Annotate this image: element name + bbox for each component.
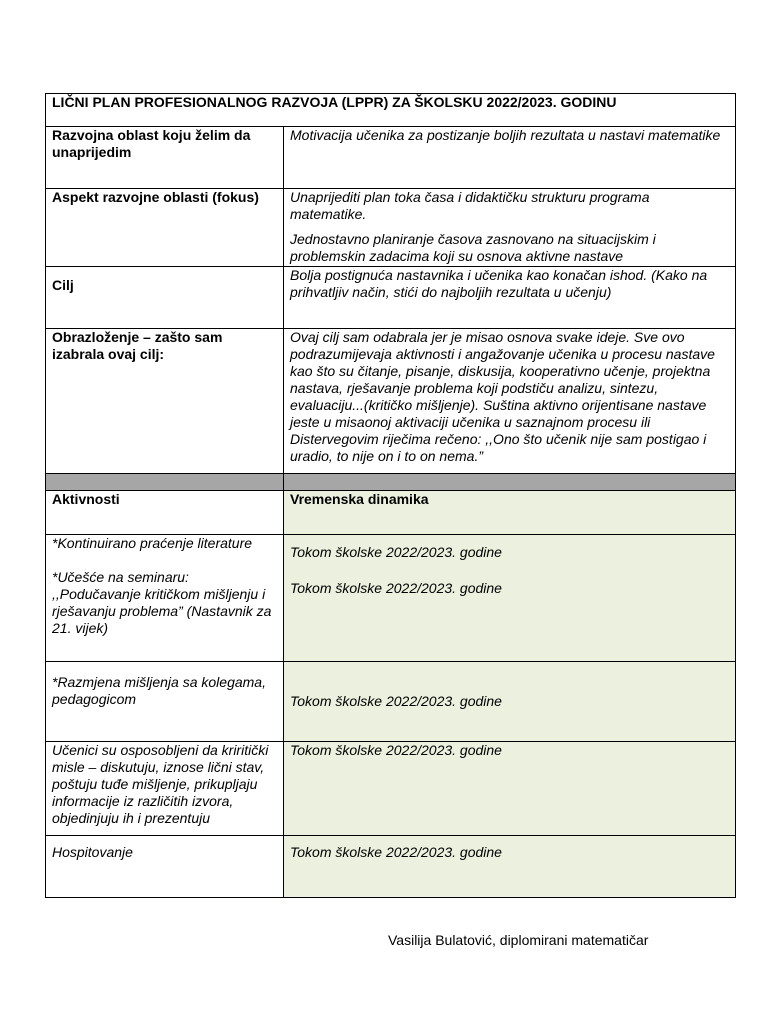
- activity-2: *Učešće na seminaru: ,,Podučavanje kritičkom mišljenju i rješavanju problema” (Nastavnik za 21. vijek): [52, 569, 272, 636]
- activities-header-row: [46, 491, 736, 535]
- timing-1: Tokom školske 2022/2023. godine: [290, 544, 502, 560]
- row-cilj: [46, 267, 736, 329]
- separator-right: [284, 474, 736, 491]
- separator-row: [46, 474, 736, 491]
- label-obrazlozenje: Obrazloženje – zašto sam izabrala ovaj cilj:: [46, 329, 284, 474]
- timing-3: Tokom školske 2022/2023. godine: [284, 662, 736, 742]
- row-oblast: [46, 127, 736, 189]
- header-vremenska-dinamika: Vremenska dinamika: [284, 491, 736, 535]
- label-oblast: Razvojna oblast koju želim da unaprijedim: [46, 127, 284, 189]
- value-obrazlozenje: Ovaj cilj sam odabrala jer je misao osnova svake ideje. Sve ovo podrazumijevaja aktivnosti i angažovanje učenika u procesu nastave kao što su čitanje, pisanje, diskusija, kooperativno učenje, projektna nastava, rješavanje problema koji podstiču analizu, sintezu, evaluaciju...(kritičko mišljenje). Suština aktivno orijentisane nastave jeste u misaonoj aktivaciji učenika u saznajnom procesu ili Distervegovim riječima rečeno: ,,Ono što učenik nije sam postigao i uradio, to nije on i to on nema.”: [284, 329, 736, 474]
- timing-5: Tokom školske 2022/2023. godine: [284, 836, 736, 898]
- value-oblast: Motivacija učenika za postizanje boljih rezultata u nastavi matematike: [284, 127, 736, 189]
- value-aspekt-2: Jednostavno planiranje časova zasnovano na situacijskim i problemskin zadacima koji su osnova aktivne nastave: [290, 231, 656, 264]
- lppr-table: [45, 93, 736, 898]
- activity-row-4: [46, 836, 736, 898]
- label-aspekt: Aspekt razvojne oblasti (fokus): [46, 189, 284, 267]
- activity-4: Učenici su osposobljeni da kriritički misle – diskutuju, iznose lični stav, poštuju tuđe mišljenje, prikupljaju informacije iz različitih izvora, objedinjuju ih i prezentuju: [46, 742, 284, 836]
- document-title: LIČNI PLAN PROFESIONALNOG RAZVOJA (LPPR) ZA ŠKOLSKU 2022/2023. GODINU: [46, 94, 736, 127]
- value-aspekt-1: Unaprijediti plan toka časa i didaktičku strukturu programa matematike.: [290, 189, 650, 222]
- timing-4: Tokom školske 2022/2023. godine: [284, 742, 736, 836]
- label-cilj: Cilj: [46, 267, 284, 329]
- activity-row-2: [46, 662, 736, 742]
- value-cilj: Bolja postignuća nastavnika i učenika kao konačan ishod. (Kako na prihvatljiv način, stići do najboljih rezultata u učenju): [284, 267, 736, 329]
- activity-cell-1: [46, 535, 284, 662]
- activity-row-1: [46, 535, 736, 662]
- title-row: [46, 94, 736, 127]
- separator-left: [46, 474, 284, 491]
- activity-1: *Kontinuirano praćenje literature: [52, 535, 253, 551]
- timing-2: Tokom školske 2022/2023. godine: [290, 580, 502, 596]
- row-aspekt: [46, 189, 736, 267]
- value-aspekt: [284, 189, 736, 267]
- activity-3: *Razmjena mišljenja sa kolegama, pedagogicom: [46, 662, 284, 742]
- row-obrazlozenje: [46, 329, 736, 474]
- header-aktivnosti: Aktivnosti: [46, 491, 284, 535]
- activity-row-3: [46, 742, 736, 836]
- activity-5: Hospitovanje: [46, 836, 284, 898]
- timing-cell-1: [284, 535, 736, 662]
- signature: Vasilija Bulatović, diplomirani matematičar: [388, 932, 649, 948]
